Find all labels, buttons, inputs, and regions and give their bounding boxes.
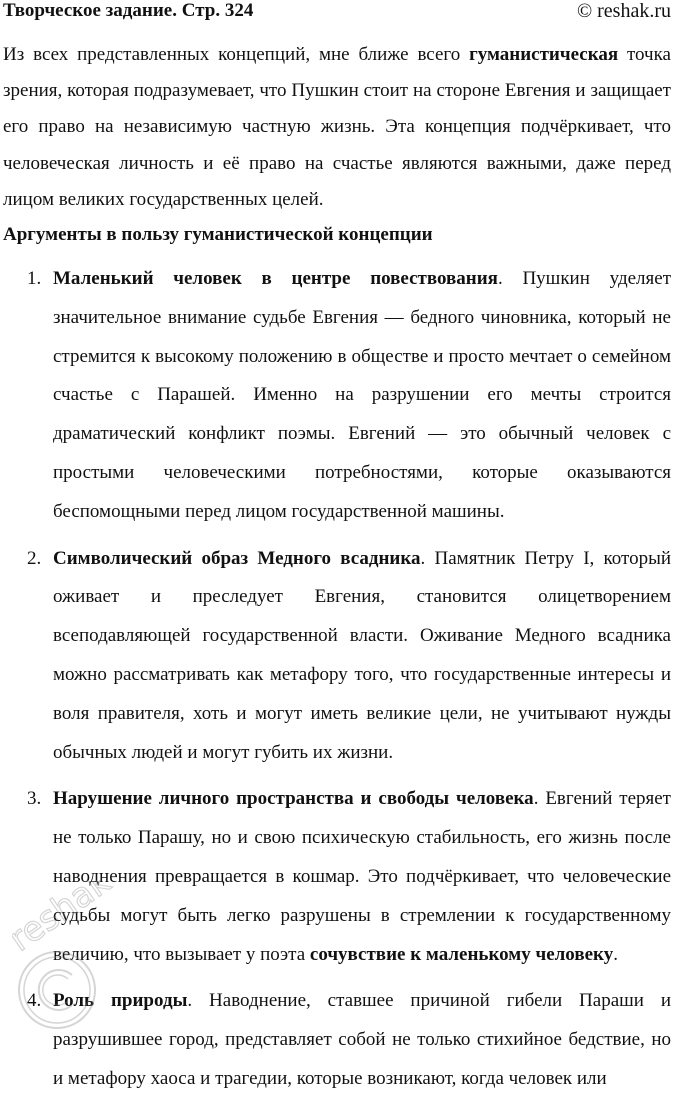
- section-heading: Аргументы в пользу гуманистической концепции: [3, 224, 433, 245]
- argument-text: . Пушкин уделяет значительное внимание судьбе Евгения — бедного чиновника, который не стремится к высокому положению в обществе и просто мечтает о семейном счастье с Парашей. Именно на разрушении его мечты строится драматический конфликт поэмы. Евгений — это обычный человек с простыми человеческими потребностями, которые оказываются беспомощными перед лицом государственной машины.: [53, 268, 671, 522]
- argument-title: Маленький человек в центре повествования: [53, 268, 498, 289]
- argument-item: [0, 780, 675, 974]
- argument-bold-tail: сочувствие к маленькому человеку: [309, 943, 614, 965]
- list-number: 3.: [27, 788, 42, 810]
- argument-title: Символический образ Медного всадника: [53, 547, 421, 569]
- site-brand: © reshak.ru: [576, 0, 671, 22]
- list-number: 4.: [27, 990, 42, 1012]
- intro-text-start: Из всех представленных концепций, мне ближе всего: [3, 44, 470, 65]
- argument-text: . Памятник Петру I, который оживает и преследует Евгения, становится олицетворением всеподавляющей государственной власти. Оживание Медного всадника можно рассматривать как метафору того, что государственные интересы и воля правителя, хоть и могут иметь великие цели, не учитывают нужды обычных людей и могут губить их жизни.: [53, 547, 672, 763]
- page-header: [0, 0, 675, 26]
- page-title: Творческое задание. Стр. 324: [3, 0, 254, 21]
- svg-text:reshak: reshak: [12, 880, 119, 960]
- argument-item: [0, 982, 675, 1098]
- argument-tail-end: .: [613, 943, 618, 965]
- list-number: 2.: [27, 547, 42, 569]
- argument-text: . Евгений теряет не только Парашу, но и свою психическую стабильность, его жизнь после наводнения превращается в кошмар. Это подчёркивает, что человеческие судьбы могут быть легко разрушены в стремлении к государственному величию, что вызывает у поэта: [53, 788, 671, 965]
- intro-paragraph: [3, 37, 671, 218]
- argument-item: [0, 540, 675, 773]
- intro-text-end: точка зрения, которая подразумевает, что Пушкин стоит на стороне Евгения и защищает его право на независимую частную жизнь. Эта концепция подчёркивает, что человеческая личность и её право на счастье являются важными, даже перед лицом великих государственных целей.: [3, 44, 671, 210]
- argument-title: Нарушение личного пространства и свободы человека: [53, 788, 534, 810]
- list-number: 1.: [27, 268, 42, 289]
- argument-item: [0, 260, 675, 532]
- argument-title: Роль природы: [53, 990, 188, 1012]
- arguments-list: [0, 260, 675, 1099]
- argument-text: . Наводнение, ставшее причиной гибели Параши и разрушившее город, представляет собой не только стихийное бедствие, но и метафору хаоса и трагедии, которые возникают, когда человек или: [53, 990, 671, 1089]
- intro-bold-term: гуманистическая: [469, 44, 619, 65]
